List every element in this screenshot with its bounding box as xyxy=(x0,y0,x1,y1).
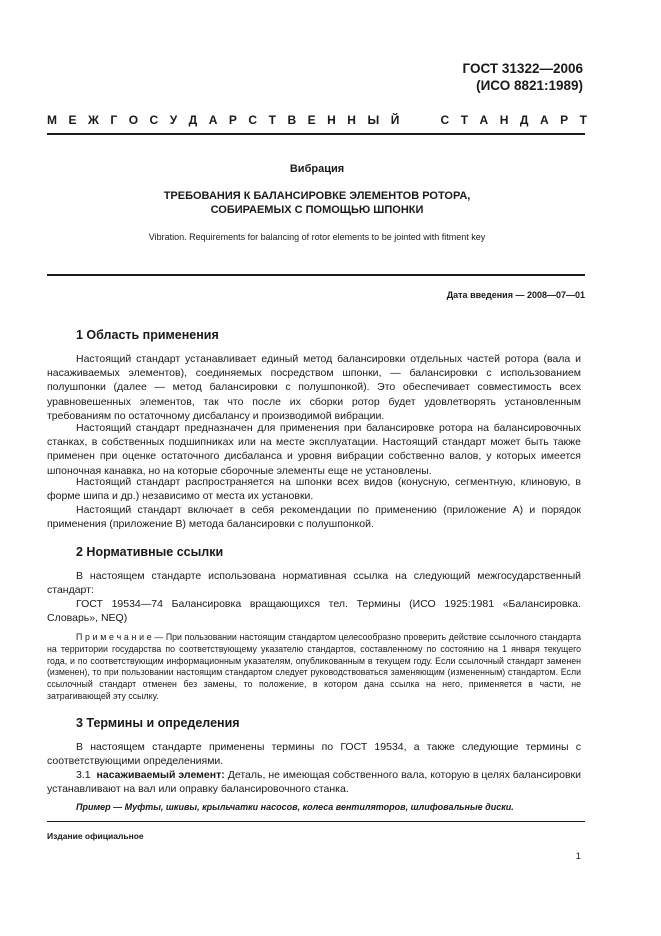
section-1-paragraph-2: Настоящий стандарт предназначен для применения при балансировке ротора на балансировочных станках, в собственных подшипниках или на месте эксплуатации. Настоящий стандарт может быть также применен при оценке остаточного дисбаланса и уровня вибрации собственно валов, у которых имеется шпоночная канавка, но на которые сборочные элементы еще не установлены. xyxy=(47,422,581,477)
date-of-introduction: Дата введения — 2008—07—01 xyxy=(446,290,585,300)
standard-topic: Вибрация xyxy=(289,163,345,175)
section-1-paragraph-3: Настоящий стандарт распространяется на шпонки всех видов (конусную, сегментную, клиновую, в форме шипа и др.) независимо от места их установки. xyxy=(47,476,581,503)
gost-number: ГОСТ 31322—2006 xyxy=(462,61,583,76)
banner-letter: Й xyxy=(390,113,400,127)
section-1-paragraph-1: Настоящий стандарт устанавливает единый метод балансировки отдельных частей ротора (вала и насаживаемых элементов), соединяемых посредством шпонки, — балансировки с использованием полушпонки (далее — метод балансировки с полушпонкой). Это обеспечивает совместимость всех уравновешенных элементов, так что после их сборки ротор будет удовлетворять установленным требованиям по остаточному дисбалансу и производимой вибрации. xyxy=(47,353,581,422)
banner-letter: А xyxy=(479,113,489,127)
banner-letter: У xyxy=(169,113,178,127)
gost-code-block xyxy=(463,60,583,94)
banner-letter: А xyxy=(208,113,218,127)
section-2-heading: 2 Нормативные ссылки xyxy=(76,545,224,559)
standard-title xyxy=(47,189,587,217)
banner-letter: Ы xyxy=(367,113,380,127)
note-label: П р и м е ч а н и е — xyxy=(76,632,164,642)
term-3-1 xyxy=(47,768,581,796)
banner-letter: Г xyxy=(110,113,118,127)
section-1-heading: 1 Область применения xyxy=(76,328,219,342)
banner-letter: Т xyxy=(460,113,469,127)
standard-title-english: Vibration. Requirements for balancing of rotor elements to be jointed with fitment key xyxy=(148,232,486,242)
footer-rule xyxy=(47,821,585,822)
term-name: насаживаемый элемент: xyxy=(96,769,225,781)
banner-letter: Т xyxy=(579,113,587,127)
term-number: 3.1 xyxy=(76,769,91,781)
banner-letter: Н xyxy=(347,113,356,127)
banner-letter: Е xyxy=(307,113,316,127)
banner-letter: Р xyxy=(228,113,237,127)
banner-letter: В xyxy=(287,113,297,127)
banner-letter: М xyxy=(47,113,57,127)
banner-letter: Е xyxy=(68,113,77,127)
banner-letter: О xyxy=(128,113,139,127)
banner-letter xyxy=(426,113,429,127)
interstate-standard-banner xyxy=(47,113,587,127)
title-line-1: ТРЕБОВАНИЯ К БАЛАНСИРОВКЕ ЭЛЕМЕНТОВ РОТОРА, xyxy=(163,190,471,202)
note-text: При пользовании настоящим стандартом целесообразно проверить действие ссылочного стандарта на территории государства по соответствующему указателю стандартов, составленному по состоянию на 1 января текущего года, и по соответствующим информационным указателям, опубликованным в текущем году. Если ссылочный стандарт заменен (изменен), то при пользовании настоящим стандартом следует руководствоваться заменяющим (измененным) стандартом. Если ссылочный стандарт отменен без замены, то положение, в котором дана ссылка на него, применяется в части, не затрагивающей эту ссылку. xyxy=(47,632,581,701)
term-example: Пример — Муфты, шкивы, крыльчатки насосов, колеса вентиляторов, шлифовальные диски. xyxy=(76,802,514,812)
title-line-2: СОБИРАЕМЫХ С ПОМОЩЬЮ ШПОНКИ xyxy=(210,204,424,216)
banner-letter: Р xyxy=(560,113,569,127)
section-2-paragraph-1: В настоящем стандарте использована нормативная ссылка на следующий межгосударственный стандарт: xyxy=(47,570,581,597)
banner-letter xyxy=(411,113,414,127)
header-rule xyxy=(47,133,585,135)
banner-letter: С xyxy=(149,113,159,127)
banner-letter: Д xyxy=(188,113,198,127)
banner-letter: С xyxy=(440,113,450,127)
banner-letter: Т xyxy=(268,113,276,127)
iso-number: (ИСО 8821:1989) xyxy=(476,78,583,93)
section-2-note xyxy=(47,632,581,703)
banner-letter: А xyxy=(539,113,549,127)
section-3-paragraph-1: В настоящем стандарте применены термины по ГОСТ 19534, а также следующие термины с соответствующими определениями. xyxy=(47,741,581,768)
banner-letter: Н xyxy=(327,113,336,127)
section-1-paragraph-4: Настоящий стандарт включает в себя рекомендации по применению (приложение А) и порядок применения (приложение В) метода балансировки с полушпонкой. xyxy=(47,504,581,531)
section-2-reference: ГОСТ 19534—74 Балансировка вращающихся тел. Термины (ИСО 1925:1981 «Балансировка. Словарь», NEQ) xyxy=(47,598,581,625)
section-3-heading: 3 Термины и определения xyxy=(76,716,240,730)
banner-letter: Н xyxy=(499,113,509,127)
banner-letter: С xyxy=(248,113,258,127)
term-definition: Деталь, не имеющая собственного вала, которую в целях балансировки устанавливают на вал или оправку балансировочного станка. xyxy=(47,769,582,796)
official-edition-label: Издание официальное xyxy=(47,831,144,841)
page-number: 1 xyxy=(575,851,581,862)
banner-letter: Ж xyxy=(88,113,99,127)
banner-letter: Д xyxy=(519,113,529,127)
title-rule xyxy=(47,274,585,276)
